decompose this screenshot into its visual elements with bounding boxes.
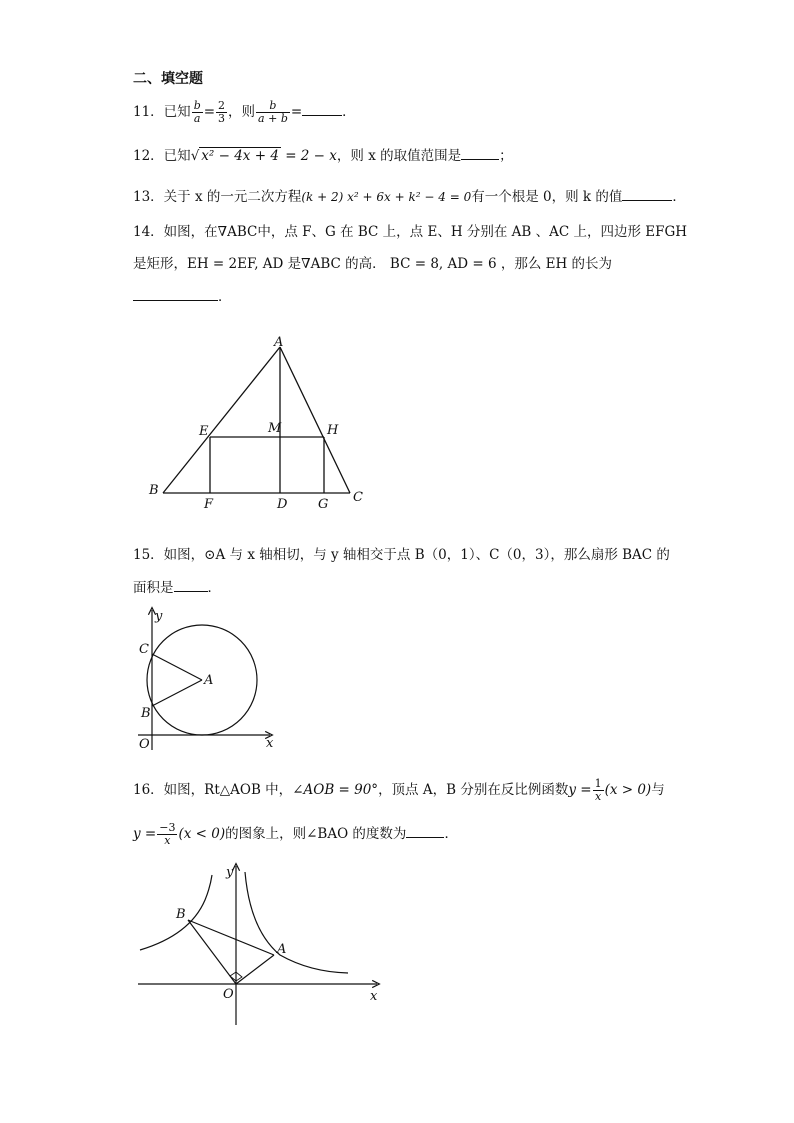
radius-ac	[152, 654, 202, 680]
answer-blank-15[interactable]	[174, 577, 208, 592]
label-M: M	[268, 421, 282, 436]
q11-prefix: 11．已知	[133, 104, 191, 120]
question-15-line1: 15．如图，⊙A 与 x 轴相切，与 y 轴相交于点 B（0，1）、C（0，3），那么扇形 BAC 的	[133, 547, 670, 563]
label-G: G	[318, 497, 329, 512]
question-16-line1: 16．如图，Rt△AOB 中，∠AOB = 90°，顶点 A，B 分别在反比例函数y = $\frac{1}{x}$ (x > 0)与	[133, 777, 665, 803]
q12-radicand: x² − 4x + 4	[201, 148, 279, 164]
section-title: 二、填空题	[133, 71, 203, 87]
question-16-line2: y = $\frac{-3}{x}$ (x < 0)的图象上，则∠BAO 的度数为 ．	[133, 821, 458, 847]
answer-blank-16[interactable]	[406, 823, 444, 838]
label-O: O	[223, 987, 234, 1002]
answer-blank-11[interactable]	[302, 101, 342, 116]
side-ab	[163, 347, 280, 493]
label-D: D	[277, 497, 288, 512]
question-14-line3: ．	[133, 286, 232, 307]
label-B: B	[176, 907, 186, 922]
answer-blank-14[interactable]	[133, 286, 218, 301]
label-H: H	[327, 423, 339, 438]
question-15-line2: 面积是 ．	[133, 577, 221, 598]
label-A: A	[274, 335, 284, 350]
label-C: C	[139, 642, 149, 657]
answer-blank-12[interactable]	[461, 145, 499, 160]
q16-frac-neg3-over-x: $\frac{-3}{x}$	[159, 821, 176, 847]
label-E: E	[199, 424, 209, 439]
radical-sign: √	[190, 148, 200, 164]
answer-blank-13[interactable]	[622, 186, 672, 201]
label-x: x	[370, 989, 378, 1004]
hyperbola-positive-branch	[245, 872, 348, 973]
label-C: C	[353, 490, 363, 505]
question-12: 12．已知√ x² − 4x + 4 = 2 − x，则 x 的取值范围是 ；	[133, 145, 513, 166]
question-14-line1: 14．如图，在∇ABC中，点 F、G 在 BC 上，点 E、H 分别在 AB 、AC 上，四边形 EFGH	[133, 224, 688, 240]
q11-frac-b-over-a-plus-b: $\frac{b}{a + b}$	[258, 99, 288, 125]
segment-oa	[236, 955, 274, 984]
label-O: O	[139, 737, 150, 752]
q13-equation: (k + 2) x² + 6x + k² − 4 = 0	[301, 190, 472, 204]
label-A: A	[277, 942, 287, 957]
figure-14-triangle	[140, 330, 380, 520]
question-11: 11．已知 $\frac{b}{a}$ = $\frac{2}{3}$ ，则 $\frac{b}{a + b}$ = ．	[133, 99, 356, 125]
q16-frac-1-over-x: $\frac{1}{x}$	[594, 777, 602, 803]
label-x: x	[266, 736, 274, 751]
label-y: y	[155, 609, 163, 624]
question-13: 13．关于 x 的一元二次方程(k + 2) x² + 6x + k² − 4 = 0有一个根是 0，则 k 的值 ．	[133, 186, 686, 207]
label-B: B	[149, 483, 159, 498]
label-A: A	[204, 673, 214, 688]
q11-frac-b-over-a: $\frac{b}{a}$	[193, 99, 201, 125]
label-F: F	[204, 497, 214, 512]
q11-frac-2-over-3: $\frac{2}{3}$	[218, 99, 226, 125]
figure-16-hyperbolas	[130, 860, 390, 1030]
label-B: B	[141, 706, 151, 721]
figure-15-circle	[130, 605, 290, 755]
side-ac	[280, 347, 350, 493]
question-14-line2: 是矩形，EH = 2EF, AD 是∇ABC 的高． BC = 8, AD = 6 ，那么 EH 的长为	[133, 256, 613, 272]
label-y: y	[226, 865, 234, 880]
radius-ab	[152, 680, 202, 706]
